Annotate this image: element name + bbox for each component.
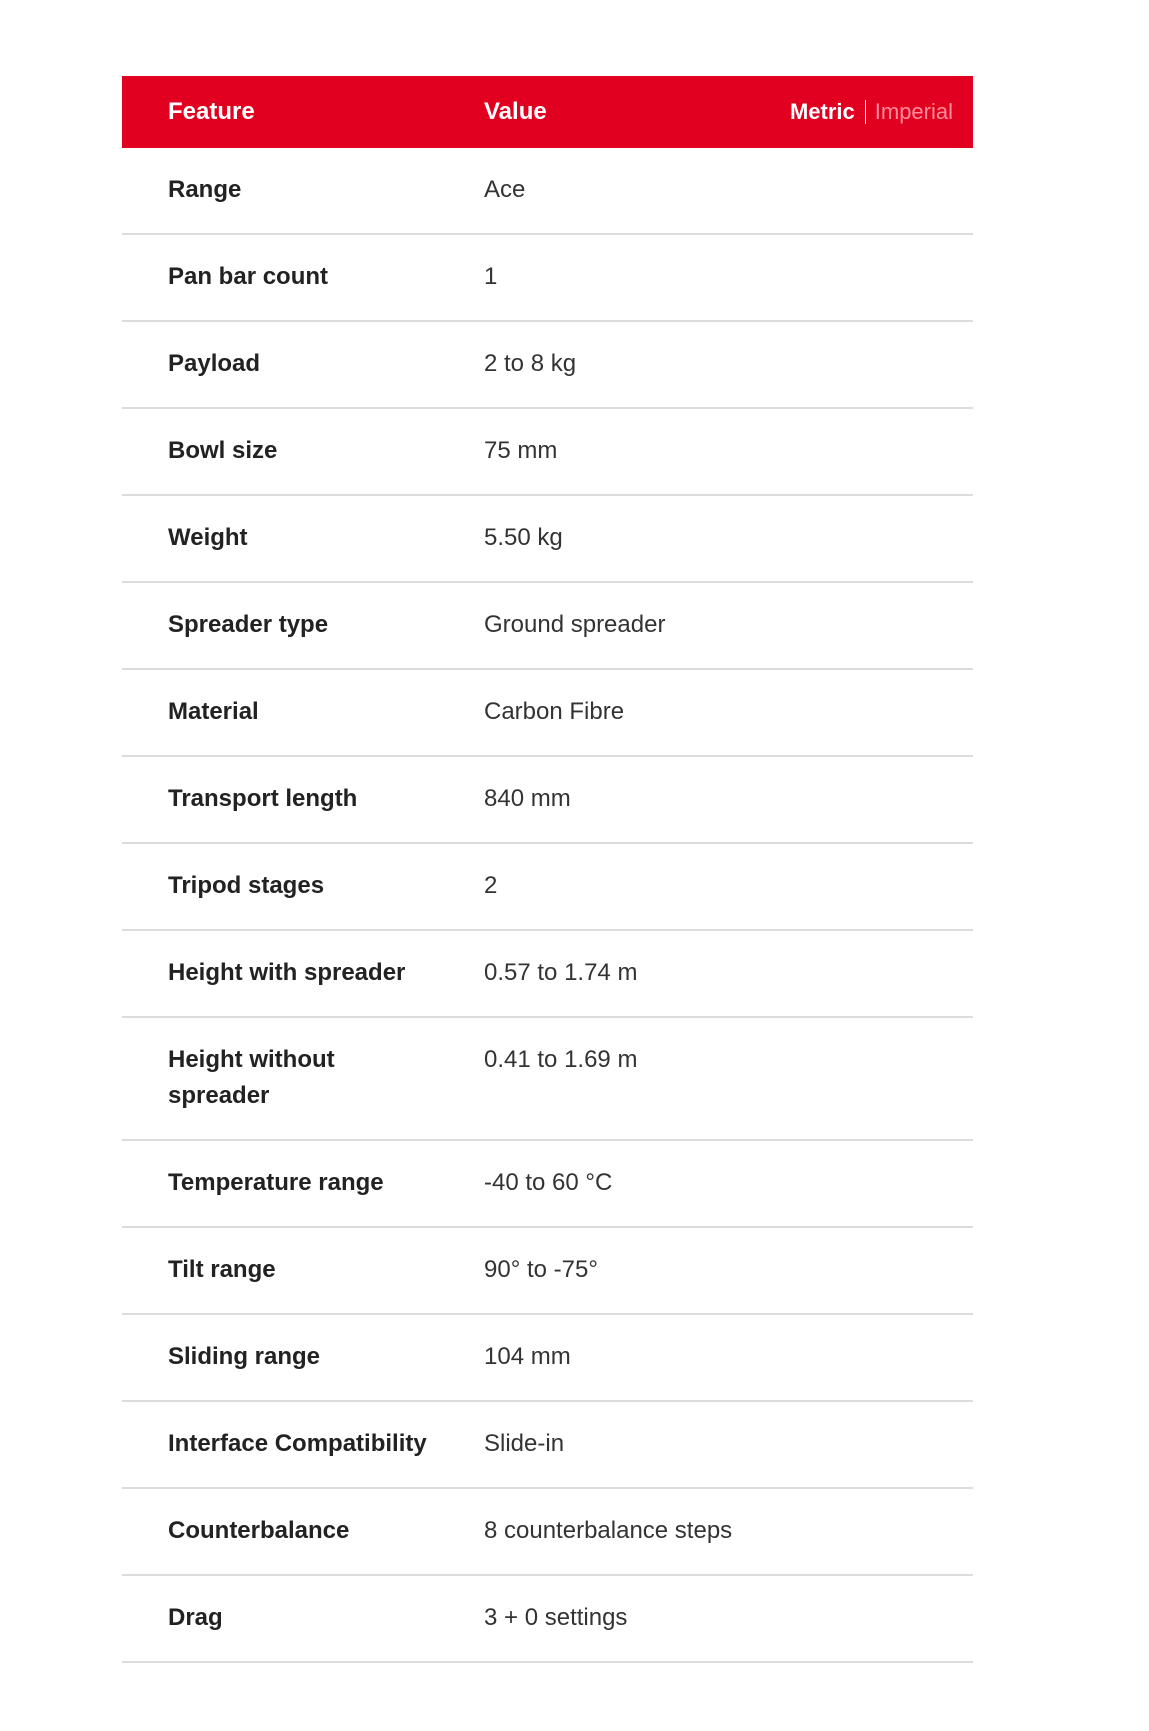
table-row (122, 1228, 973, 1315)
imperial-toggle[interactable]: Imperial (874, 99, 953, 124)
feature-label: Pan bar count (168, 263, 329, 290)
table-row (122, 496, 973, 583)
feature-value: Ace (484, 176, 526, 203)
table-row (122, 1402, 973, 1489)
table-row (122, 1141, 973, 1228)
feature-value: 2 (484, 872, 498, 899)
feature-label: Material (168, 698, 259, 725)
feature-value: Slide-in (484, 1430, 565, 1457)
feature-label: Interface Compatibility (168, 1430, 427, 1457)
feature-label: Payload (168, 350, 261, 377)
feature-value: 8 counterbalance steps (484, 1517, 733, 1544)
unit-toggle (790, 99, 953, 125)
feature-value: 104 mm (484, 1343, 571, 1370)
table-row (122, 322, 973, 409)
feature-label: Temperature range (168, 1169, 384, 1196)
feature-value: 90° to -75° (484, 1256, 598, 1283)
feature-value: Carbon Fibre (484, 698, 625, 725)
feature-label: Bowl size (168, 437, 278, 464)
spec-table (122, 76, 973, 1663)
table-row (122, 1576, 973, 1663)
table-row (122, 844, 973, 931)
feature-label: Drag (168, 1604, 223, 1631)
unit-divider (865, 100, 866, 124)
feature-label: Tripod stages (168, 872, 325, 899)
feature-label: Tilt range (168, 1256, 276, 1283)
table-row (122, 931, 973, 1018)
table-row (122, 1018, 973, 1141)
feature-value: 840 mm (484, 785, 571, 812)
metric-toggle[interactable]: Metric (789, 99, 855, 124)
table-row (122, 1315, 973, 1402)
feature-column-header: Feature (168, 98, 255, 125)
feature-label: Counterbalance (168, 1517, 350, 1544)
table-row (122, 148, 973, 235)
feature-value: 2 to 8 kg (484, 350, 577, 377)
table-row (122, 1489, 973, 1576)
feature-label: Spreader type (168, 611, 329, 638)
value-column-header: Value (484, 98, 547, 125)
table-row (122, 235, 973, 322)
feature-label: Range (168, 176, 242, 203)
table-row (122, 583, 973, 670)
feature-value: 1 (484, 263, 498, 290)
table-body (122, 148, 973, 1663)
feature-value: 75 mm (484, 437, 558, 464)
table-header (122, 76, 973, 148)
feature-value: Ground spreader (484, 611, 666, 638)
feature-label: Weight (168, 524, 248, 551)
feature-value: 0.57 to 1.74 m (484, 959, 638, 986)
table-row (122, 670, 973, 757)
feature-value: 5.50 kg (484, 524, 563, 551)
feature-value: 0.41 to 1.69 m (484, 1046, 638, 1073)
table-row (122, 409, 973, 496)
feature-value: 3 + 0 settings (484, 1604, 628, 1631)
feature-label: Height without spreader (168, 1046, 335, 1109)
feature-value: -40 to 60 °C (484, 1169, 613, 1196)
feature-label: Height with spreader (168, 959, 406, 986)
table-row (122, 757, 973, 844)
feature-label: Transport length (168, 785, 358, 812)
feature-label: Sliding range (168, 1343, 321, 1370)
